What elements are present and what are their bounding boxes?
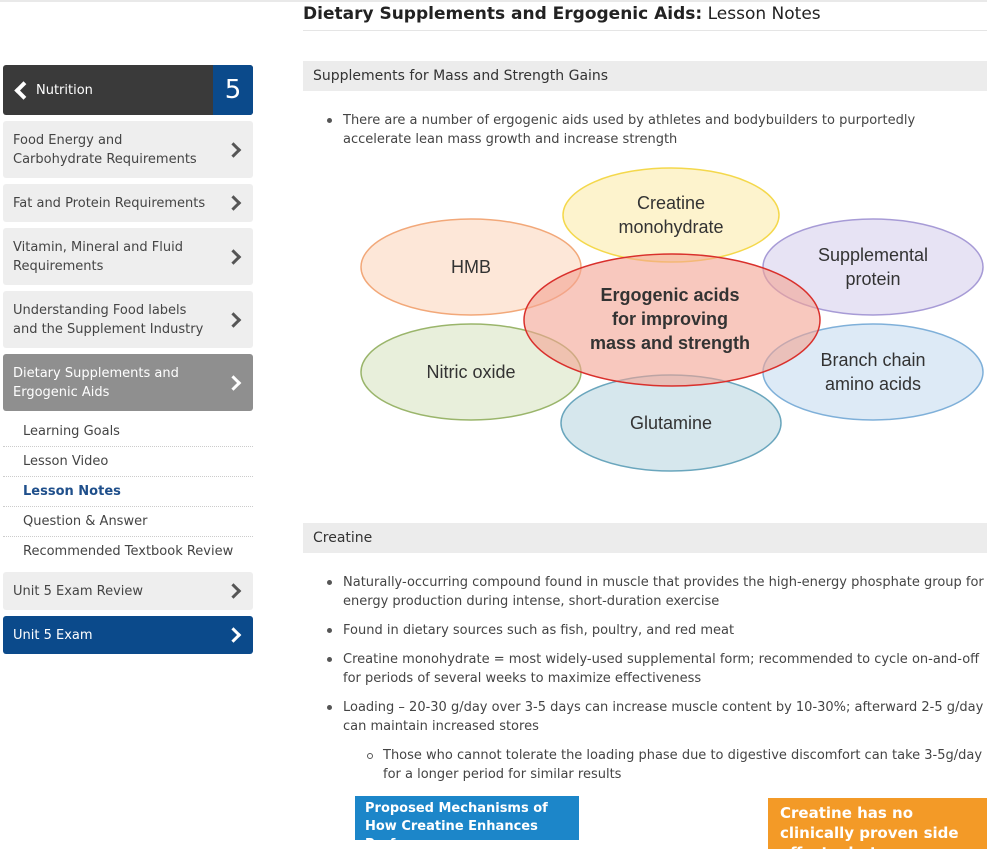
unit-label: Nutrition	[36, 82, 93, 98]
label-branch-1: Branch chain	[820, 350, 926, 370]
sub-item-textbook-review[interactable]: Recommended Textbook Review	[23, 544, 234, 559]
sidebar	[3, 65, 253, 660]
lesson-sub-list	[3, 417, 253, 566]
chevron-right-icon	[226, 195, 242, 211]
sidebar-item-label: Unit 5 Exam Review	[13, 583, 144, 599]
ellipse-creatine	[563, 168, 779, 262]
side-effects-callout[interactable]: Creatine has no clinically proven side effects, but	[768, 798, 987, 849]
label-glutamine: Glutamine	[629, 413, 713, 433]
back-to-course-button[interactable]	[13, 65, 93, 115]
chevron-right-icon	[226, 142, 242, 158]
sidebar-item-exam[interactable]	[3, 616, 253, 654]
bullet-item: Found in dietary sources such as fish, poultry, and red meat	[343, 621, 987, 640]
main-content	[303, 0, 987, 862]
sidebar-item-label: Vitamin, Mineral and Fluid Requirements	[13, 239, 183, 274]
sidebar-item-vitamin-mineral[interactable]	[3, 228, 253, 285]
section2-bullets	[303, 573, 987, 794]
sidebar-item-label: Unit 5 Exam	[13, 627, 93, 643]
label-creatine-2: monohydrate	[618, 217, 724, 237]
section-heading-supplements: Supplements for Mass and Strength Gains	[303, 61, 987, 91]
sidebar-item-label: Dietary Supplements and Ergogenic Aids	[13, 365, 179, 400]
ergogenic-aids-diagram	[358, 165, 987, 479]
sidebar-item-food-energy[interactable]	[3, 121, 253, 178]
sub-item-lesson-video[interactable]: Lesson Video	[3, 447, 253, 477]
sidebar-item-food-labels[interactable]	[3, 291, 253, 348]
bullet-item: Creatine monohydrate = most widely-used supplemental form; recommended to cycle on-and-off for periods of several weeks to maximize effectiveness	[343, 650, 987, 688]
chevron-right-icon	[226, 375, 242, 391]
label-center-2: for improving	[612, 309, 728, 329]
sidebar-item-dietary-supplements[interactable]	[3, 354, 253, 411]
sub-item-question-answer[interactable]: Question & Answer	[3, 507, 253, 537]
page-title	[303, 0, 987, 31]
chevron-right-icon	[226, 312, 242, 328]
bullet-item: Naturally-occurring compound found in muscle that provides the high-energy phosphate group for energy production during intense, short-duration exercise	[343, 573, 987, 611]
chevron-right-icon	[226, 583, 242, 599]
section1-bullets	[303, 111, 987, 159]
chevron-right-icon	[226, 249, 242, 265]
chevron-left-icon	[14, 81, 32, 99]
label-center-3: mass and strength	[589, 333, 751, 353]
label-protein-1: Supplemental	[817, 245, 929, 265]
sub-bullet-item: Those who cannot tolerate the loading phase due to digestive discomfort can take 3-5g/day for a longer period for similar results	[383, 746, 987, 784]
label-branch-2: amino acids	[824, 374, 922, 394]
sidebar-item-label: Understanding Food labels and the Supplement Industry	[13, 302, 204, 337]
label-nitric: Nitric oxide	[426, 362, 516, 382]
label-protein-2: protein	[845, 269, 901, 289]
label-hmb: HMB	[451, 257, 491, 277]
bullet-item: There are a number of ergogenic aids used by athletes and bodybuilders to purportedly accelerate lean mass growth and increase strength	[343, 111, 987, 149]
sub-item-lesson-notes[interactable]: Lesson Notes	[3, 477, 253, 507]
label-creatine-1: Creatine	[636, 193, 706, 213]
mechanisms-button[interactable]: Proposed Mechanisms of How Creatine Enhances Performance	[355, 796, 579, 840]
sidebar-item-fat-protein[interactable]	[3, 184, 253, 222]
sub-item-learning-goals[interactable]: Learning Goals	[3, 417, 253, 447]
unit-header	[3, 65, 253, 115]
unit-number-badge: 5	[213, 65, 253, 115]
section-heading-creatine: Creatine	[303, 523, 987, 553]
sidebar-item-label: Food Energy and Carbohydrate Requirements	[13, 132, 197, 167]
page-title-rest: Lesson Notes	[702, 4, 821, 24]
sidebar-item-label: Fat and Protein Requirements	[13, 195, 206, 211]
bullet-item: Loading – 20-30 g/day over 3-5 days can increase muscle content by 10-30%; afterward 2-5 g/day can maintain increased stores	[343, 698, 987, 736]
page-title-bold: Dietary Supplements and Ergogenic Aids:	[303, 4, 703, 24]
label-center-1: Ergogenic acids	[600, 285, 740, 305]
chevron-right-icon	[226, 627, 242, 643]
sidebar-item-exam-review[interactable]	[3, 572, 253, 610]
